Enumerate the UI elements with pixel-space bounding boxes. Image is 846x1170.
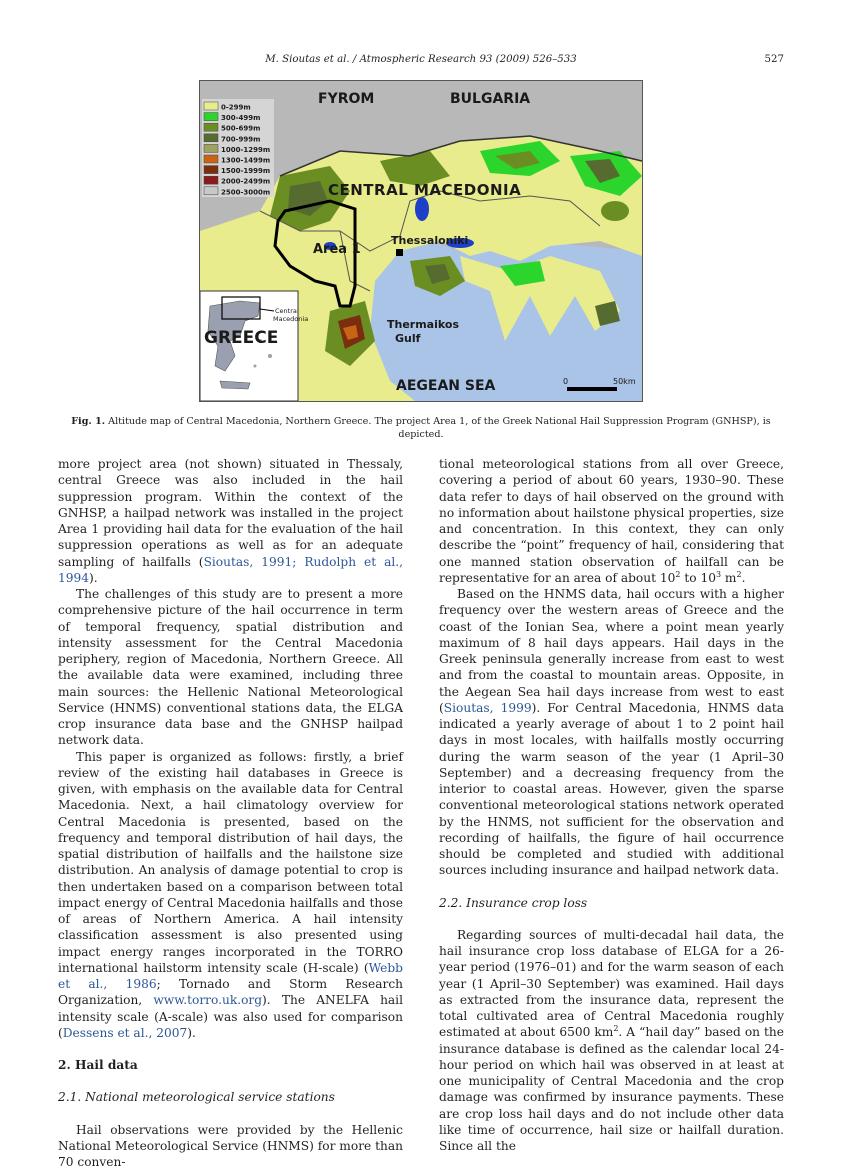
legend-label: 1500-1999m	[221, 167, 270, 175]
text-run: ).	[187, 1026, 196, 1040]
inset-island	[254, 365, 257, 368]
text-run: ).	[89, 571, 98, 585]
legend-swatch	[204, 187, 218, 195]
subsection-heading: 2.1. National meteorological service stations	[58, 1089, 403, 1105]
legend-swatch	[204, 102, 218, 110]
figure-caption	[58, 415, 784, 441]
subsection-heading: 2.2. Insurance crop loss	[439, 895, 784, 911]
text-run: tional meteorological stations from all over Greece, covering a period of about 60 years, 1930–90. These data refer to days of hail observed on the ground with no information about hailstone physical properties, size and concentration. In this context, they can only describe the “point” frequency of hail, considering that one manned station observation of hailfall can be representative for an area of about 10	[439, 457, 784, 585]
text-run: Based on the HNMS data, hail occurs with a higher frequency over the western areas of Greece and the coast of the Ionian Sea, where a point mean yearly maximum of 8 hail days appears. Hail days in the Greek peninsula generally increase from east to west and from the coastal to mountain areas. Opposite, in the Aegean Sea hail days increase from west to east (	[439, 587, 784, 715]
legend-swatch	[204, 134, 218, 142]
label-central-macedonia: CENTRAL MACEDONIA	[328, 181, 521, 199]
thessaloniki-marker	[396, 249, 403, 256]
citation-link[interactable]: Sioutas, 1999	[444, 701, 532, 715]
right-column	[439, 456, 784, 1154]
text-run: more project area (not shown) situated in Thessaly, central Greece was also included in the hail suppression program. Within the context of the GNHSP, a hailpad network was installed in the project Area 1 providing hail data for the evaluation of the hail suppression operations as well as for an adequate sampling of hailfalls (	[58, 457, 403, 569]
label-aegean-sea: AEGEAN SEA	[396, 378, 496, 394]
paragraph	[58, 749, 403, 1042]
paragraph	[58, 456, 403, 586]
legend-swatch	[204, 166, 218, 174]
page-number: 527	[765, 54, 784, 65]
label-thermaikos: Thermaikos	[387, 318, 459, 331]
url-link[interactable]: www.torro.uk.org	[153, 993, 262, 1007]
section-heading: 2. Hail data	[58, 1057, 403, 1073]
legend-swatch	[204, 113, 218, 121]
label-thessaloniki: Thessaloniki	[391, 234, 468, 247]
elevation-legend	[202, 99, 274, 197]
text-run: .	[742, 571, 746, 585]
legend-label: 700-999m	[221, 135, 260, 143]
scale-km-label: 50km	[613, 377, 636, 386]
inset-label-central: Central	[275, 307, 299, 315]
running-header	[58, 54, 784, 68]
superscript: 2	[613, 1024, 618, 1033]
label-fyrom: FYROM	[318, 91, 374, 107]
inset-greece-map	[200, 291, 308, 401]
label-bulgaria: BULGARIA	[450, 91, 530, 107]
superscript: 2	[675, 570, 680, 579]
legend-label: 0-299m	[221, 104, 251, 112]
lake	[415, 197, 429, 221]
scale-bar-rect	[567, 387, 617, 391]
legend-swatch	[204, 176, 218, 184]
superscript: 2	[737, 570, 742, 579]
inset-island	[268, 354, 272, 358]
legend-label: 1300-1499m	[221, 157, 270, 165]
inset-label-macedonia: Macedonia	[273, 315, 308, 323]
legend-swatch	[204, 155, 218, 163]
citation-link[interactable]: Webb et al., 1986	[58, 961, 403, 991]
caption-text: Altitude map of Central Macedonia, Northern Greece. The project Area 1, of the Greek National Hail Suppression Program (GNHSP), is depicted.	[105, 416, 771, 440]
legend-label: 1000-1299m	[221, 146, 270, 154]
island	[601, 201, 629, 221]
running-title: M. Sioutas et al. / Atmospheric Research 93 (2009) 526–533	[58, 54, 784, 65]
legend-swatch	[204, 144, 218, 152]
altitude-map-figure	[199, 80, 643, 402]
legend-label: 2000-2499m	[221, 178, 270, 186]
paragraph: The challenges of this study are to present a more comprehensive picture of the hail occurrence in term of temporal frequency, spatial distribution and intensity assessment for the Central Macedonia periphery, region of Macedonia, Northern Greece. All the available data were examined, including three main sources: the Hellenic National Meteorological Service (HNMS) conventional stations data, the ELGA crop insurance data base and the GNHSP hailpad network data.	[58, 586, 403, 749]
citation-link[interactable]: Dessens et al., 2007	[63, 1026, 187, 1040]
left-column	[58, 456, 403, 1170]
inset-label-greece: GREECE	[204, 328, 278, 348]
legend-label: 500-699m	[221, 125, 260, 133]
text-run: . A “hail day” based on the insurance database is defined as the calendar local 24-hour period on which hail was observed in at least at one municipality of Central Macedonia and the crop damage was confirmed by insurance payments. These are crop loss hail days and do not include other data like time of occurrence, hail size or hailfall duration. Since all the	[439, 1025, 784, 1153]
caption-label: Fig. 1.	[71, 416, 105, 427]
legend-swatch	[204, 123, 218, 131]
text-run: Regarding sources of multi-decadal hail data, the hail insurance crop loss database of ELGA for a 26-year period (1976–01) and for the warm season of each year (1 April–30 September) was examined. Hail days as extracted from the insurance data, represent the total cultivated area of Central Macedonia roughly estimated at about 6500 km	[439, 928, 784, 1040]
legend-label: 2500-3000m	[221, 188, 270, 196]
text-run: ). For Central Macedonia, HNMS data indicated a yearly average of about 1 to 2 point hail days in most locales, with hailfalls mostly occurring during the warm season of the year (1 April–30 September) and a decreasing frequency from the interior to coastal areas. However, given the sparse conventional meteorological stations network operated by the HNMS, not sufficient for the observation and recording of hailfalls, the figure of hail occurrence should be completed and studied with additional sources including insurance and hailpad network data.	[439, 701, 784, 878]
label-gulf: Gulf	[395, 332, 421, 345]
legend-label: 300-499m	[221, 114, 260, 122]
label-area1: Area 1	[313, 242, 361, 257]
paragraph	[439, 456, 784, 586]
text-run: m	[721, 571, 736, 585]
superscript: 3	[716, 570, 721, 579]
citation-link[interactable]: Sioutas, 1991; Rudolph et al., 1994	[58, 555, 403, 585]
scale-zero-label: 0	[563, 377, 568, 386]
paragraph: Hail observations were provided by the Hellenic National Meteorological Service (HNMS) for more than 70 conven-	[58, 1122, 403, 1170]
text-run: ). The ANELFA hail intensity scale (A-scale) was also used for comparison (	[58, 993, 403, 1040]
paragraph	[439, 586, 784, 879]
text-run: This paper is organized as follows: firstly, a brief review of the existing hail databases in Greece is given, with emphasis on the available data for Central Macedonia. Next, a hail climatology overview for Central Macedonia is presented, based on the frequency and temporal distribution of hail days, the spatial distribution of hailfalls and the hailstone size distribution. An analysis of damage potential to crop is then undertaken based on a comparison between total impact energy of Central Macedonia hailfalls and those of areas of Northern America. A hail intensity classification assessment is also presented using impact energy ranges incorporated in the TORRO international hailstorm intensity scale (H-scale) (	[58, 750, 403, 975]
altitude-map	[200, 81, 642, 401]
text-run: ; Tornado and Storm Research Organization,	[58, 977, 403, 1007]
paragraph	[439, 927, 784, 1155]
text-run: to 10	[680, 571, 716, 585]
